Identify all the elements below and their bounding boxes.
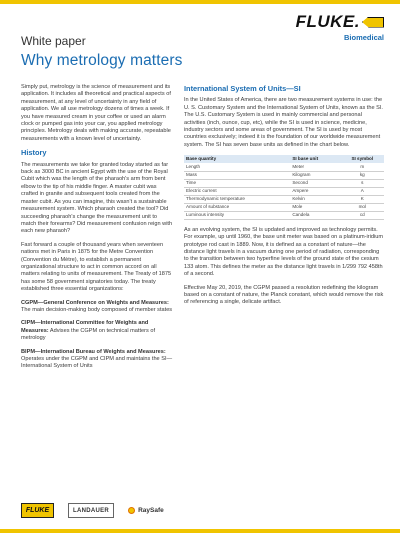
table-row bbox=[184, 211, 384, 219]
footer-landauer-logo: LANDAUER bbox=[68, 503, 114, 518]
right-column bbox=[184, 84, 384, 313]
table-row bbox=[184, 171, 384, 179]
footer-fluke-logo: FLUKE bbox=[21, 503, 54, 518]
table-cell: kg bbox=[341, 171, 384, 179]
history-paragraph-2: Fast forward a couple of thousand years when seventeen nations met in Paris in 1875 for the Metre Convention (Convention du Mètre), to establish a permanent organizational structure to act in common accord on all matters relating to units of measurement. The Treaty of 1875 has some 58 government signatories today. The treaty established three essential organizations: bbox=[21, 241, 172, 293]
table-cell: Electric current bbox=[184, 187, 290, 195]
document-type-label: White paper bbox=[21, 34, 86, 48]
table-row bbox=[184, 179, 384, 187]
table-header-cell: SI base unit bbox=[290, 155, 340, 163]
table-cell: Mole bbox=[290, 203, 340, 211]
si-heading: International System of Units—SI bbox=[184, 84, 301, 93]
table-header-cell: SI symbol bbox=[341, 155, 384, 163]
table-header-row bbox=[184, 155, 384, 163]
table-cell: A bbox=[341, 187, 384, 195]
table-cell: mol bbox=[341, 203, 384, 211]
intro-paragraph: Simply put, metrology is the science of measurement and its application. It includes all theoretical and practical aspects of measurement, at any level of uncertainty in any field of application. We all use metrology dozens of times a week. If you have measured cream in your coffee or used an alarm clock or pumped gas into your car, you applied metrology principles. Metrology deals with making accurate, repeatable measurements with a known level of uncertainty. bbox=[21, 84, 171, 142]
table-row bbox=[184, 203, 384, 211]
footer-stripe bbox=[0, 529, 400, 533]
fluke-biomedical-logo bbox=[288, 12, 384, 42]
definition-cipm: CIPM—International Committee for Weights and Measures: Advises the CGPM on technical matters of metrology bbox=[21, 320, 155, 342]
table-cell: Thermodynamic temperature bbox=[184, 195, 290, 203]
si-paragraph-2: As an evolving system, the SI is updated and improved as technology permits. For example, up until 1960, the base unit meter was based on a platinum-iridium prototype rod cast in 1889. Now, it is defined as a constant of nature—the distance light travels in a vacuum during one period of radiation, corresponding to the transition between two hyperfine levels of the ground state of the cesium 133 atom. This defines the meter as the distance light travels in 1/299 792 458th of a second. bbox=[184, 226, 383, 278]
table-cell: Second bbox=[290, 179, 340, 187]
left-column bbox=[21, 84, 173, 377]
history-heading: History bbox=[21, 148, 47, 158]
history-paragraph-1: The measurements we take for granted today started as far back as 3000 BC in ancient Egypt with the use of the Royal Cubit which was the length of the pharaoh's arm from bent elbow to the tip of his middle finger. A master cubit was crafted in granite and subsequent tools created from the master cubit. As you can imagine, this wasn't a sustainable measurement system. Which pharaoh created the tool? Did succeeding pharaoh's change the measurement unit to match their forearms? Did measurement confusion reign with each new pharaoh? bbox=[21, 161, 173, 235]
table-row bbox=[184, 195, 384, 203]
table-cell: s bbox=[341, 179, 384, 187]
table-cell: cd bbox=[341, 211, 384, 219]
table-row bbox=[184, 163, 384, 171]
document-title: Why metrology matters bbox=[21, 52, 183, 69]
table-cell: Mass bbox=[184, 171, 290, 179]
logo-subtitle: Biomedical bbox=[343, 33, 384, 42]
table-cell: Meter bbox=[290, 163, 340, 171]
table-row bbox=[184, 187, 384, 195]
si-base-units-table bbox=[184, 155, 384, 220]
table-header-cell: Base quantity bbox=[184, 155, 290, 163]
table-cell: Length bbox=[184, 163, 290, 171]
footer-raysafe-logo bbox=[128, 503, 164, 518]
fluke-flag-icon bbox=[362, 17, 384, 28]
table-cell: Kelvin bbox=[290, 195, 340, 203]
definition-bipm: BIPM—International Bureau of Weights and Measures: Operates under the CGPM and CIPM and maintains the SI—International System of Units bbox=[21, 348, 173, 370]
table-cell: Ampere bbox=[290, 187, 340, 195]
definition-cgpm: CGPM—General Conference on Weights and Measures: The main decision-making body composed of member states bbox=[21, 299, 173, 313]
table-cell: Candela bbox=[290, 211, 340, 219]
si-paragraph-1: In the United States of America, there are two measurement systems in use: the U. S. Customary System and the International System of Units, known as the SI. The U.S. Customary System is used in mainly commercial and personal activities (inch, ounce, cup, etc), while the SI is used in science, medicine, industry sectors and some areas of government. The SI is used by most countries exclusively; indeed it is the foundation of our worldwide measurement system. The SI has seven base units as defined in the chart below. bbox=[184, 97, 383, 148]
fluke-wordmark: FLUKE. bbox=[288, 12, 384, 32]
footer-brand-logos bbox=[0, 488, 400, 533]
table-cell: m bbox=[341, 163, 384, 171]
header-stripe bbox=[0, 0, 400, 4]
si-paragraph-3: Effective May 20, 2019, the CGPM passed a resolution redefining the kilogram based on a constant of nature, the Planck constant, which would remove the risk of referencing a single, delicate artifact. bbox=[184, 284, 384, 306]
table-cell: Kilogram bbox=[290, 171, 340, 179]
table-cell: Luminous intensity bbox=[184, 211, 290, 219]
table-cell: K bbox=[341, 195, 384, 203]
raysafe-icon bbox=[128, 507, 135, 514]
table-cell: Time bbox=[184, 179, 290, 187]
raysafe-wordmark: RaySafe bbox=[138, 507, 164, 514]
table-cell: Amount of substance bbox=[184, 203, 290, 211]
